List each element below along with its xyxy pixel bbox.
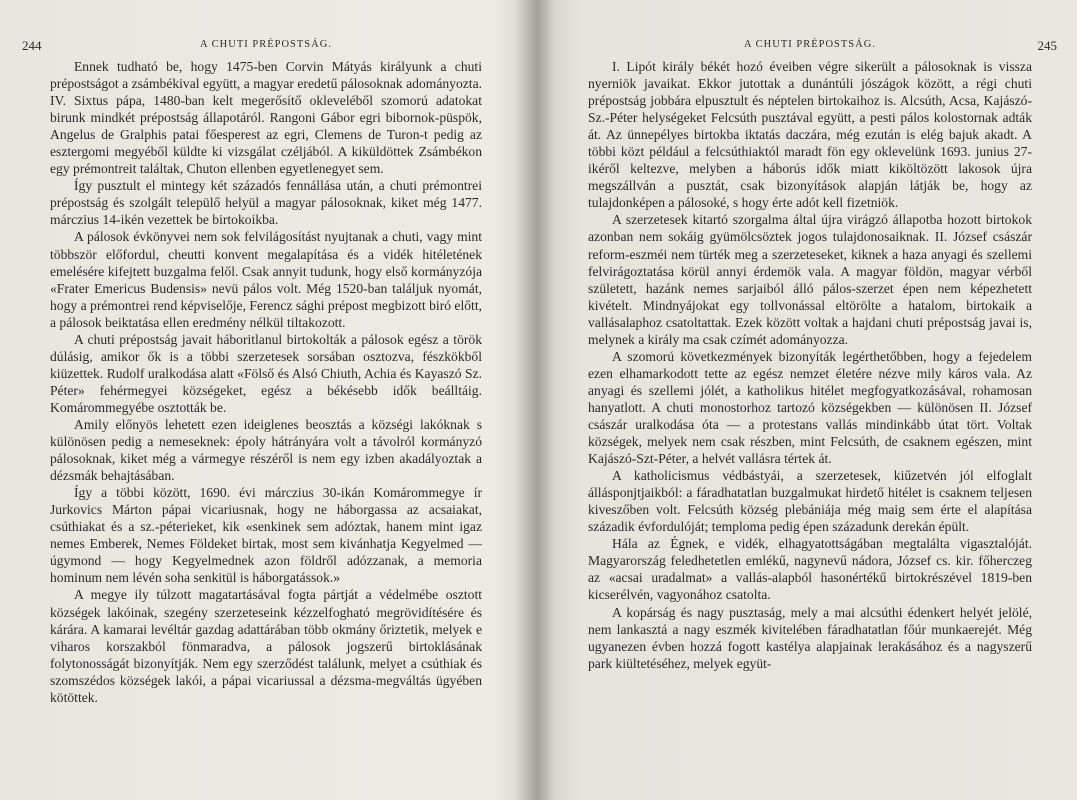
- paragraph: A kopárság és nagy pusztaság, mely a mai alcsúthi édenkert helyét jelölé, nem lankasztá a nagy eszmék kivitelében fáradhatatlan főúr munkaerejét. Még ugyanezen évben hozzá fogott kastélya alapjainak lerakásához és a nagyszerű park kiültetéséhez, melyek együt-: [588, 604, 1032, 671]
- paragraph: A pálosok évkönyvei nem sok felvilágosítást nyujtanak a chuti, vagy mint többször előfordul, cheutti konvent megalapítása és a vidék hitéletének emelésére kifejtett buzgalma felől. Csak annyit tudunk, hogy első kormányzója «Frater Emericus Budensis» nevü pálos volt. Még 1520-ban találjuk nyomát, hogy a prémontrei rend képviselője, Ferencz sághi prépost megbizott biró előtt, a pálosok beiktatása ellen eredmény nélkül tiltakozott.: [50, 229, 482, 330]
- left-page: [22, 36, 482, 706]
- left-page-header: [22, 36, 482, 58]
- running-head: A CHUTI PRÉPOSTSÁG.: [744, 39, 876, 50]
- paragraph: Így a többi között, 1690. évi márczius 30-ikán Komárommegye ír Jurkovics Márton pápai vicariusnak, hogy ne háborgassa az acsaiakat, csúthiakat és a sz.-péterieket, kik «senkinek sem adóztak, hanem mint igaz nemes Emberek, Nemes Földeket birtak, most sem kivánhatja Kegyelmed — úgymond — hogy Kegyelmednek azon földről adózzanak, a memoria hominum nem lévén soha senkitül is háborgatássok.»: [50, 485, 482, 586]
- paragraph: A szerzetesek kitartó szorgalma által újra virágzó állapotba hozott birtokok azonban nem sokáig gyümölcsöztek jogos tulajdonosaiknak. II. József császár reform-eszméi nem türték meg a szerzeteseket, kiknek a haza anyagi és szellemi felvirágoztatása körül annyi érdemök vala. A magyar földön, magyar vérből született, hazánk nemes sarjaiból álló pálos-szerzet épen nem képezhetett kivételt. Mindnyájokat egy tollvonással eltörölte a hatalom, birtokaik a vallásalaphoz csatoltattak. Ezek között voltak a hajdani chuti prépostság javai is, melynek a király ma csak czímét adományozza.: [588, 212, 1032, 347]
- paragraph: A megye ily túlzott magatartásával fogta pártját a védelmébe osztott községek lakóinak, szegény szerzeteseink kézzelfogható megrövidítésére és kárára. A kamarai levéltár gazdag adattárában több okmány őriztetik, melyek e viharos korszakból fönmaradva, a pálosok jogszerű birtoklásának folytonosságát bizonyítják. Nem egy szerződést találunk, melyet a csúthiak és szomszédos községek lakói, a pápai vicariussal a dézsma-megváltás ügyében kötöttek.: [50, 587, 482, 705]
- paragraph: I. Lipót király békét hozó éveiben végre sikerült a pálosoknak is vissza nyerniök javaikat. Ekkor jutottak a dunántúli jószágok között, a régi chuti prépostság jobbára elpusztult és néptelen birtokaihoz is. Alcsúth, Acsa, Kajászó-Sz.-Péter helységeket Felcsúth pusztával együtt, a pesti pálos kolostornak adták át. Az ünnepélyes birtokba iktatás daczára, még ezután is elég bajuk akadt. A többi közt például a felcsúthiaktól maradt fön egy oklevelünk 1693. junius 27-ikéről keltezve, melyben a háborús idők miatt kiköltözött lakosok újra megszállván a pusztát, csak bizonyítások alapján látják be, hogy az tulajdonképen a pálosoké, s hogy érte adót kell fizetniök.: [588, 59, 1032, 211]
- left-page-body: [50, 58, 482, 706]
- paragraph: Hála az Égnek, e vidék, elhagyatottságában megtalálta vigasztalóját. Magyarország feledhetetlen emlékű, nagynevű nádora, József cs. kir. főherczeg az «acsai uradalmat» a vallás-alapból hasonértékű birtokrészével 1819-ben kicserélvén, vagyonához csatolta.: [588, 536, 1032, 603]
- book-gutter: [515, 0, 555, 800]
- paragraph: Így pusztult el mintegy két századós fennállása után, a chuti prémontrei prépostság és szolgált települő helyül a magyar pálosoknak, kiket még 1477. márczius 14-ikén vezettek be birtokoikba.: [50, 178, 482, 228]
- paragraph: A chuti prépostság javait háboritlanul birtokolták a pálosok egész a török dúlásig, amikor ők is a többi szerzetesek sorsában osztozva, fészkökből kiüzettek. Rudolf uralkodása alatt «Fölső és Alsó Chiuth, Achia és Kayaszó Sz. Péter» fehérmegyei községeket, egész a békésebb idők beálltáig. Komárommegyébe osztották be.: [50, 331, 482, 415]
- page-number: 244: [22, 38, 42, 53]
- paragraph: A katholicismus védbástyái, a szerzetesek, kiűzetvén jól elfoglalt állásponjtjaikból: a fáradhatatlan buzgalmukat hirdető hitélet is csaknem teljesen kiveszőben volt. Felcsúth község plebániája még maig sem érte el alapítása századik évfordulóját; temploma pedig épen századunk derekán épült.: [588, 468, 1032, 535]
- paragraph: Ennek tudható be, hogy 1475-ben Corvin Mátyás királyunk a chuti prépostságot a zsámbékival együtt, a magyar eredetű pálosoknak adományozta. IV. Sixtus pápa, 1480-ban kelt megerősítő okleveléből szomorú adatokat birunk mindkét prépostság állapotáról. Rangoni Gábor egri bibornok-püspök, Angelus de Gralphis patai főesperest az egri, Clemens de Turon-t pedig az esztergomi megyéből küldte ki vizsgálat czéljából. A kiküldöttek Zsámbékon egy prémontreit találtak, Chuton ellenben egyetlenegyet sem.: [50, 59, 482, 177]
- right-page-body: [588, 58, 1032, 672]
- running-head: A CHUTI PRÉPOSTSÁG.: [200, 39, 332, 50]
- paragraph: Amily előnyös lehetett ezen ideiglenes beosztás a községi lakóknak s különösen pedig a nemeseknek: époly hátrányára volt a távolról kormányzó pálosoknak, kiket még a vármegye részéről is nem egy izben akadályoztak a dézsmák behajtásában.: [50, 416, 482, 484]
- right-page-header: [588, 36, 1057, 58]
- page-number: 245: [1037, 38, 1057, 53]
- paragraph: A szomorú következmények bizonyíták legérthetőbben, hogy a fejedelem ezen elhamarkodott tette az egész nemzet életére nézve mily káros vala. Az anyagi és szellemi jólét, a katholikus hitélet megfogyatkozásával, rohamosan hanyatlott. A chuti monostorhoz tartozó községekben — különösen II. József császár uralkodása óta — a protestans vallás mindinkább útat tört. Voltak községek, melyek nem csak részben, mint Felcsúth, de csaknem egészen, mint Kajászó-Szt-Péter, a helvét vallásra tértek át.: [588, 348, 1032, 467]
- right-page: [588, 36, 1057, 672]
